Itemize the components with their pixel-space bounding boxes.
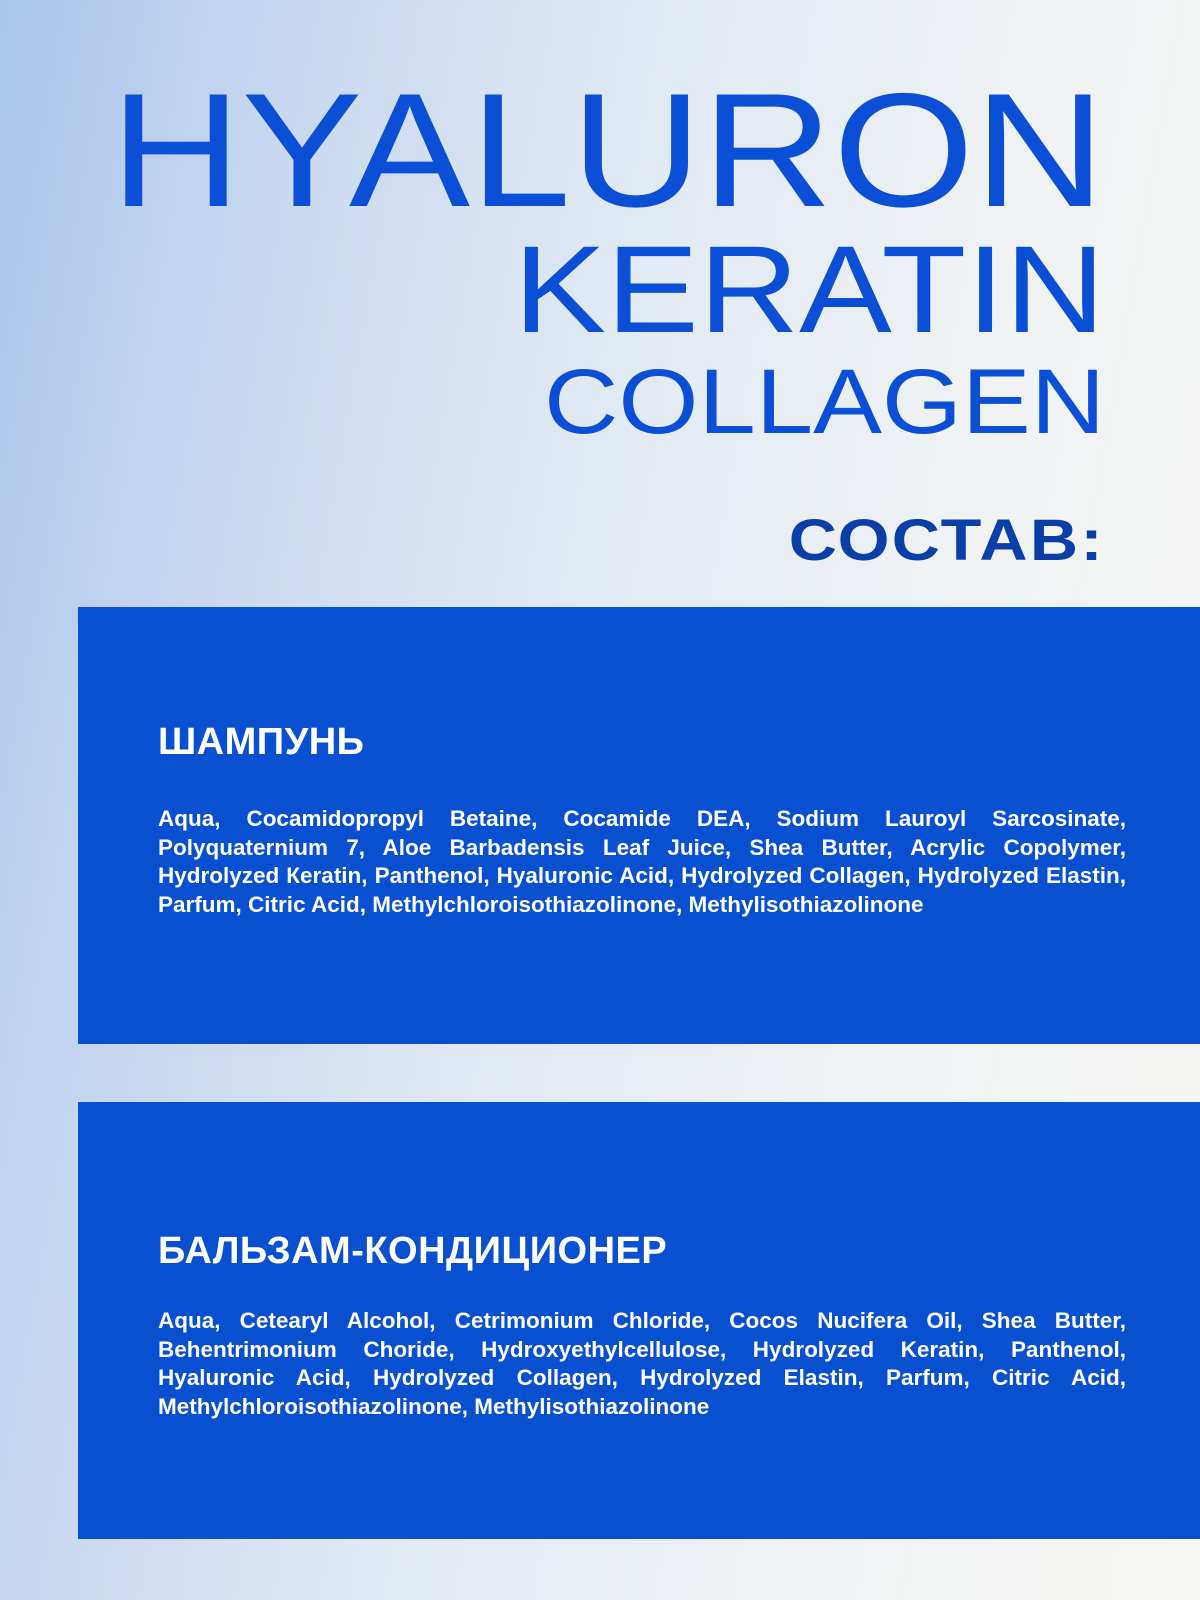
title-line-collagen: COLLAGEN [543,351,1105,453]
title-line-keratin: KERATIN [513,221,1105,359]
conditioner-panel [78,1102,1200,1539]
title-line-hyaluron: HYALURON [110,60,1105,241]
product-title [110,60,1105,453]
composition-heading: СОСТАВ: [788,508,1105,573]
shampoo-ingredients: Aqua, Cocamidopropyl Betaine, Cocamide DEA, Sodium Lauroyl Sarcosinate, Polyquaternium 7, Aloe Barbadensis Leaf Juice, Shea Butter, Acrylic Copolymer, Hydrolyzed Кeratin, Panthenol, Hyaluronic Acid, Hydrolyzed Collagen, Hydrolyzed Elastin, Parfum, Citric Acid, Methylchloroisothiazolinone, Methylisothiazolinone [158,806,1126,917]
conditioner-ingredients: Aqua, Cetearyl Alcohol, Cetrimonium Chloride, Cocos Nucifera Oil, Shea Butter, Behentrimonium Choride, Hydroxyethylcellulose, Hydrolyzed Keratin, Panthenol, Hyaluronic Acid, Hydrolyzed Collagen, Hydrolyzed Elastin, Parfum, Citric Acid, Methylchloroisothiazolinone, Methylisothiazolinone [158,1308,1126,1419]
shampoo-title: ШАМПУНЬ [158,721,365,763]
shampoo-panel [78,607,1200,1044]
conditioner-title: БАЛЬЗАМ-КОНДИЦИОНЕР [158,1230,668,1272]
